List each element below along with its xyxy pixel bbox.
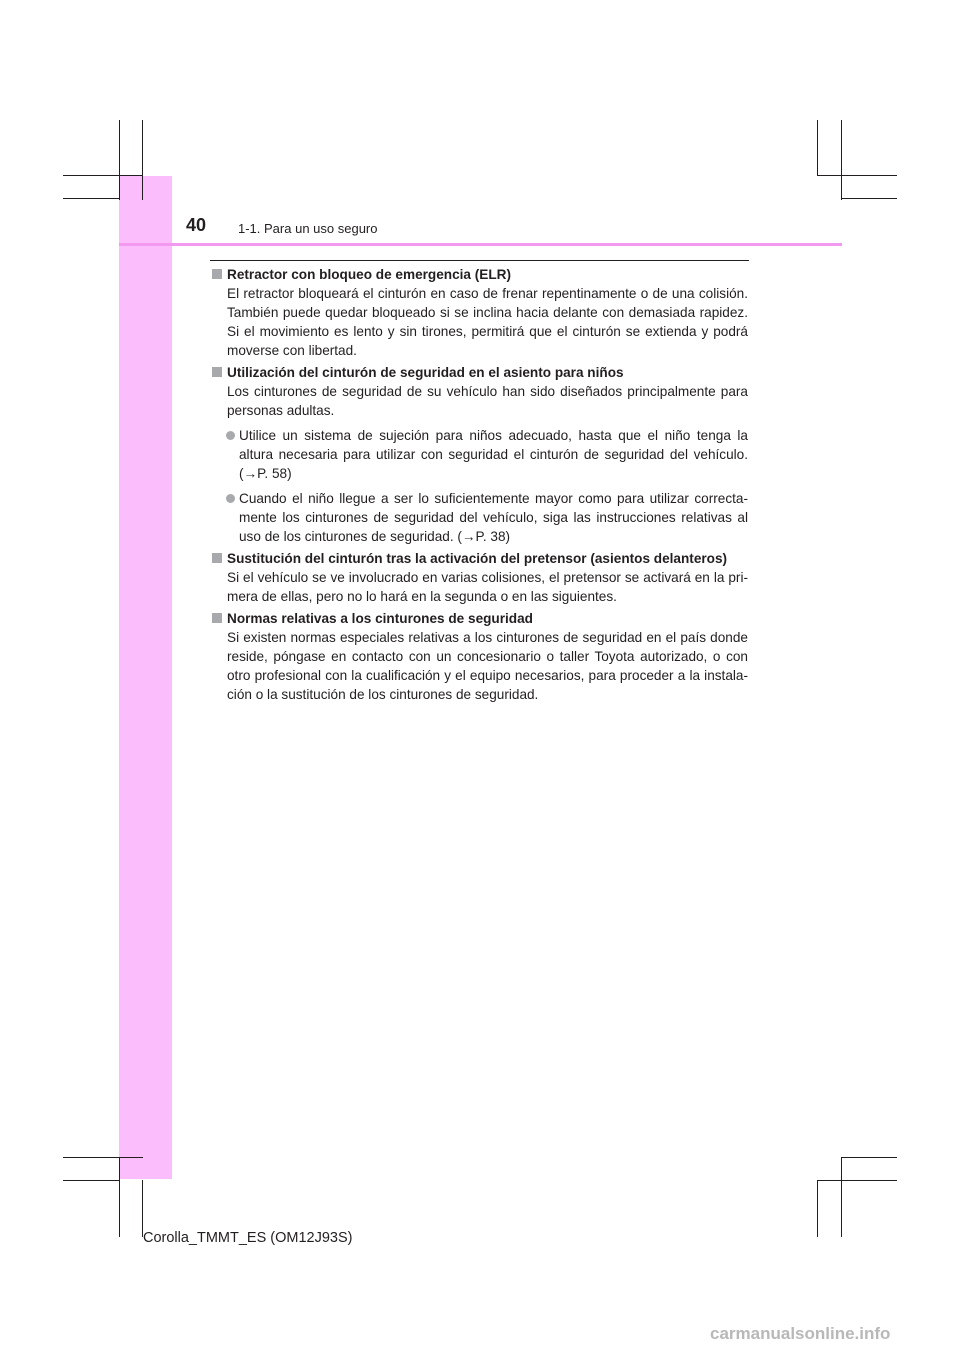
footer-model-code: Corolla_TMMT_ES (OM12J93S) [143,1230,353,1246]
crop-mark [63,175,143,176]
section-heading [210,363,748,382]
crop-mark [119,120,120,200]
section-regulations [210,609,748,704]
crop-mark [817,120,818,175]
section-body: Si el vehículo se ve involucrado en varias colisiones, el pretensor se activará en la pri-mera de ellas, pero no lo hará en la segunda o en las siguientes. [227,570,748,604]
crop-mark [817,1180,897,1181]
section-heading-text: Normas relativas a los cinturones de seguridad [227,611,533,626]
section-heading [210,265,748,284]
gray-square-icon [212,613,222,623]
gray-square-icon [212,367,222,377]
section-body: Los cinturones de seguridad de su vehículo han sido diseñados principalmente para personas adultas. [227,384,748,418]
section-heading-text: Retractor con bloqueo de emergencia (ELR) [227,267,512,282]
crop-mark [63,1157,143,1158]
crop-mark [142,120,143,200]
margin-color-band [119,176,172,1179]
section-heading [210,549,748,568]
section-heading [210,609,748,628]
header-rule [119,243,842,246]
crop-mark [817,1180,818,1237]
crop-mark [841,198,897,199]
section-body: Si existen normas especiales relativas a los cinturones de seguridad en el país donde reside, póngase en contacto con un concesionario o taller Toyota autorizado, o con otro profesional con la cualificación y el equipo necesarios, para proceder a la instala-ción o la sustitución de los cinturones de seguridad. [227,630,748,702]
section-heading-text: Utilización del cinturón de seguridad en el asiento para niños [227,365,624,380]
crop-mark [119,1157,120,1237]
gray-square-icon [212,269,222,279]
section-body: El retractor bloqueará el cinturón en caso de frenar repentinamente o de una colisión. También puede quedar bloqueado si se inclina hacia delante con demasiada rapidez. Si el movimiento es lento y sin tirones, permitirá que el cinturón se extienda y podrá moverse con libertad. [227,286,748,358]
crop-mark [63,1180,119,1181]
gray-circle-icon [226,494,235,503]
crop-mark [841,1157,897,1158]
section-heading-text: Sustitución del cinturón tras la activación del pretensor (asientos delanteros) [227,551,728,566]
section-pretensioner [210,549,748,606]
page-number: 40 [186,215,207,235]
crop-mark [841,120,842,200]
bullet-item [210,489,748,546]
content-divider [210,260,749,261]
crop-mark [841,1157,842,1237]
page-content [210,265,748,707]
crop-mark [817,175,897,176]
section-child-seat [210,363,748,546]
gray-circle-icon [226,431,235,440]
section-title: 1-1. Para un uso seguro [238,221,378,236]
bullet-item [210,426,748,483]
section-elr [210,265,748,360]
crop-mark [63,198,119,199]
watermark: carmanualsonline.info [710,1324,891,1343]
bullet-text: Cuando el niño llegue a ser lo suficientemente mayor como para utilizar correcta-mente los cinturones de seguridad del vehículo, siga las instrucciones relativas al uso de los cinturones de seguridad. (→P. 38) [239,491,748,544]
gray-square-icon [212,553,222,563]
bullet-text: Utilice un sistema de sujeción para niños adecuado, hasta que el niño tenga la altura necesaria para utilizar con seguridad el cinturón de seguridad del vehículo. (→P. 58) [239,428,748,481]
